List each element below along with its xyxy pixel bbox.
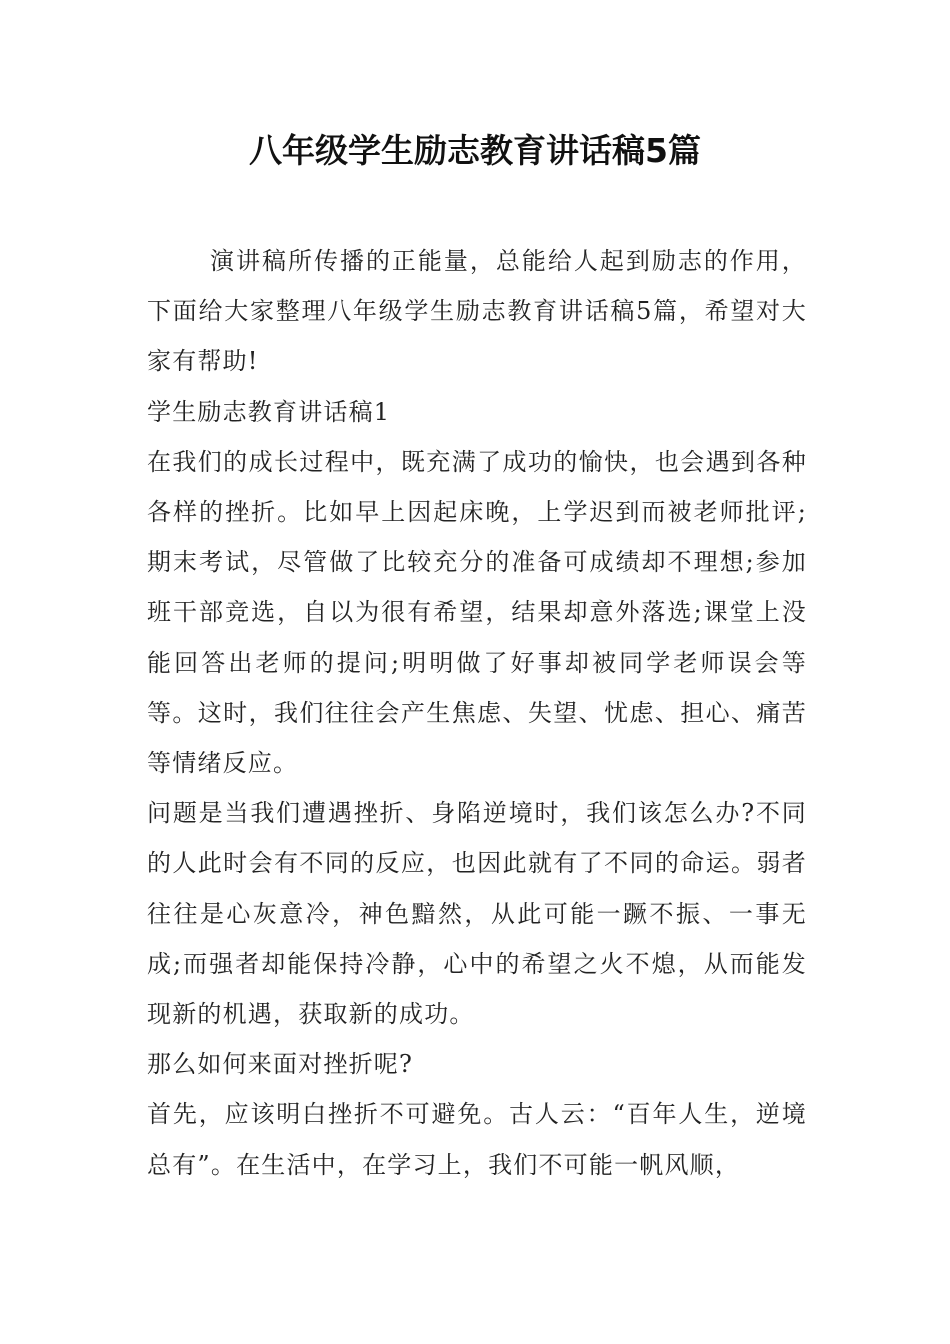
document-title: 八年级学生励志教育讲话稿5篇	[249, 131, 701, 170]
intro-paragraph: 演讲稿所传播的正能量，总能给人起到励志的作用，下面给大家整理八年级学生励志教育讲话稿5篇，希望对大家有帮助!	[147, 247, 807, 376]
body-paragraph: 问题是当我们遭遇挫折、身陷逆境时，我们该怎么办?不同的人此时会有不同的反应，也因此就有了不同的命运。弱者往往是心灰意冷，神色黯然，从此可能一蹶不振、一事无成;而强者却能保持冷静，心中的希望之火不熄，从而能发现新的机遇，获取新的成功。	[147, 799, 807, 1029]
document-body	[147, 236, 807, 1190]
section-heading: 学生励志教育讲话稿1	[147, 397, 391, 426]
body-paragraph: 首先，应该明白挫折不可避免。古人云：“百年人生，逆境总有”。在生活中，在学习上，我们不可能一帆风顺，	[147, 1100, 807, 1179]
body-paragraph: 在我们的成长过程中，既充满了成功的愉快，也会遇到各种各样的挫折。比如早上因起床晚，上学迟到而被老师批评;期末考试，尽管做了比较充分的准备可成绩却不理想;参加班干部竞选，自以为很有希望，结果却意外落选;课堂上没能回答出老师的提问;明明做了好事却被同学老师误会等等。这时，我们往往会产生焦虑、失望、忧虑、担心、痛苦等情绪反应。	[147, 447, 807, 778]
body-paragraph: 那么如何来面对挫折呢?	[147, 1050, 414, 1079]
